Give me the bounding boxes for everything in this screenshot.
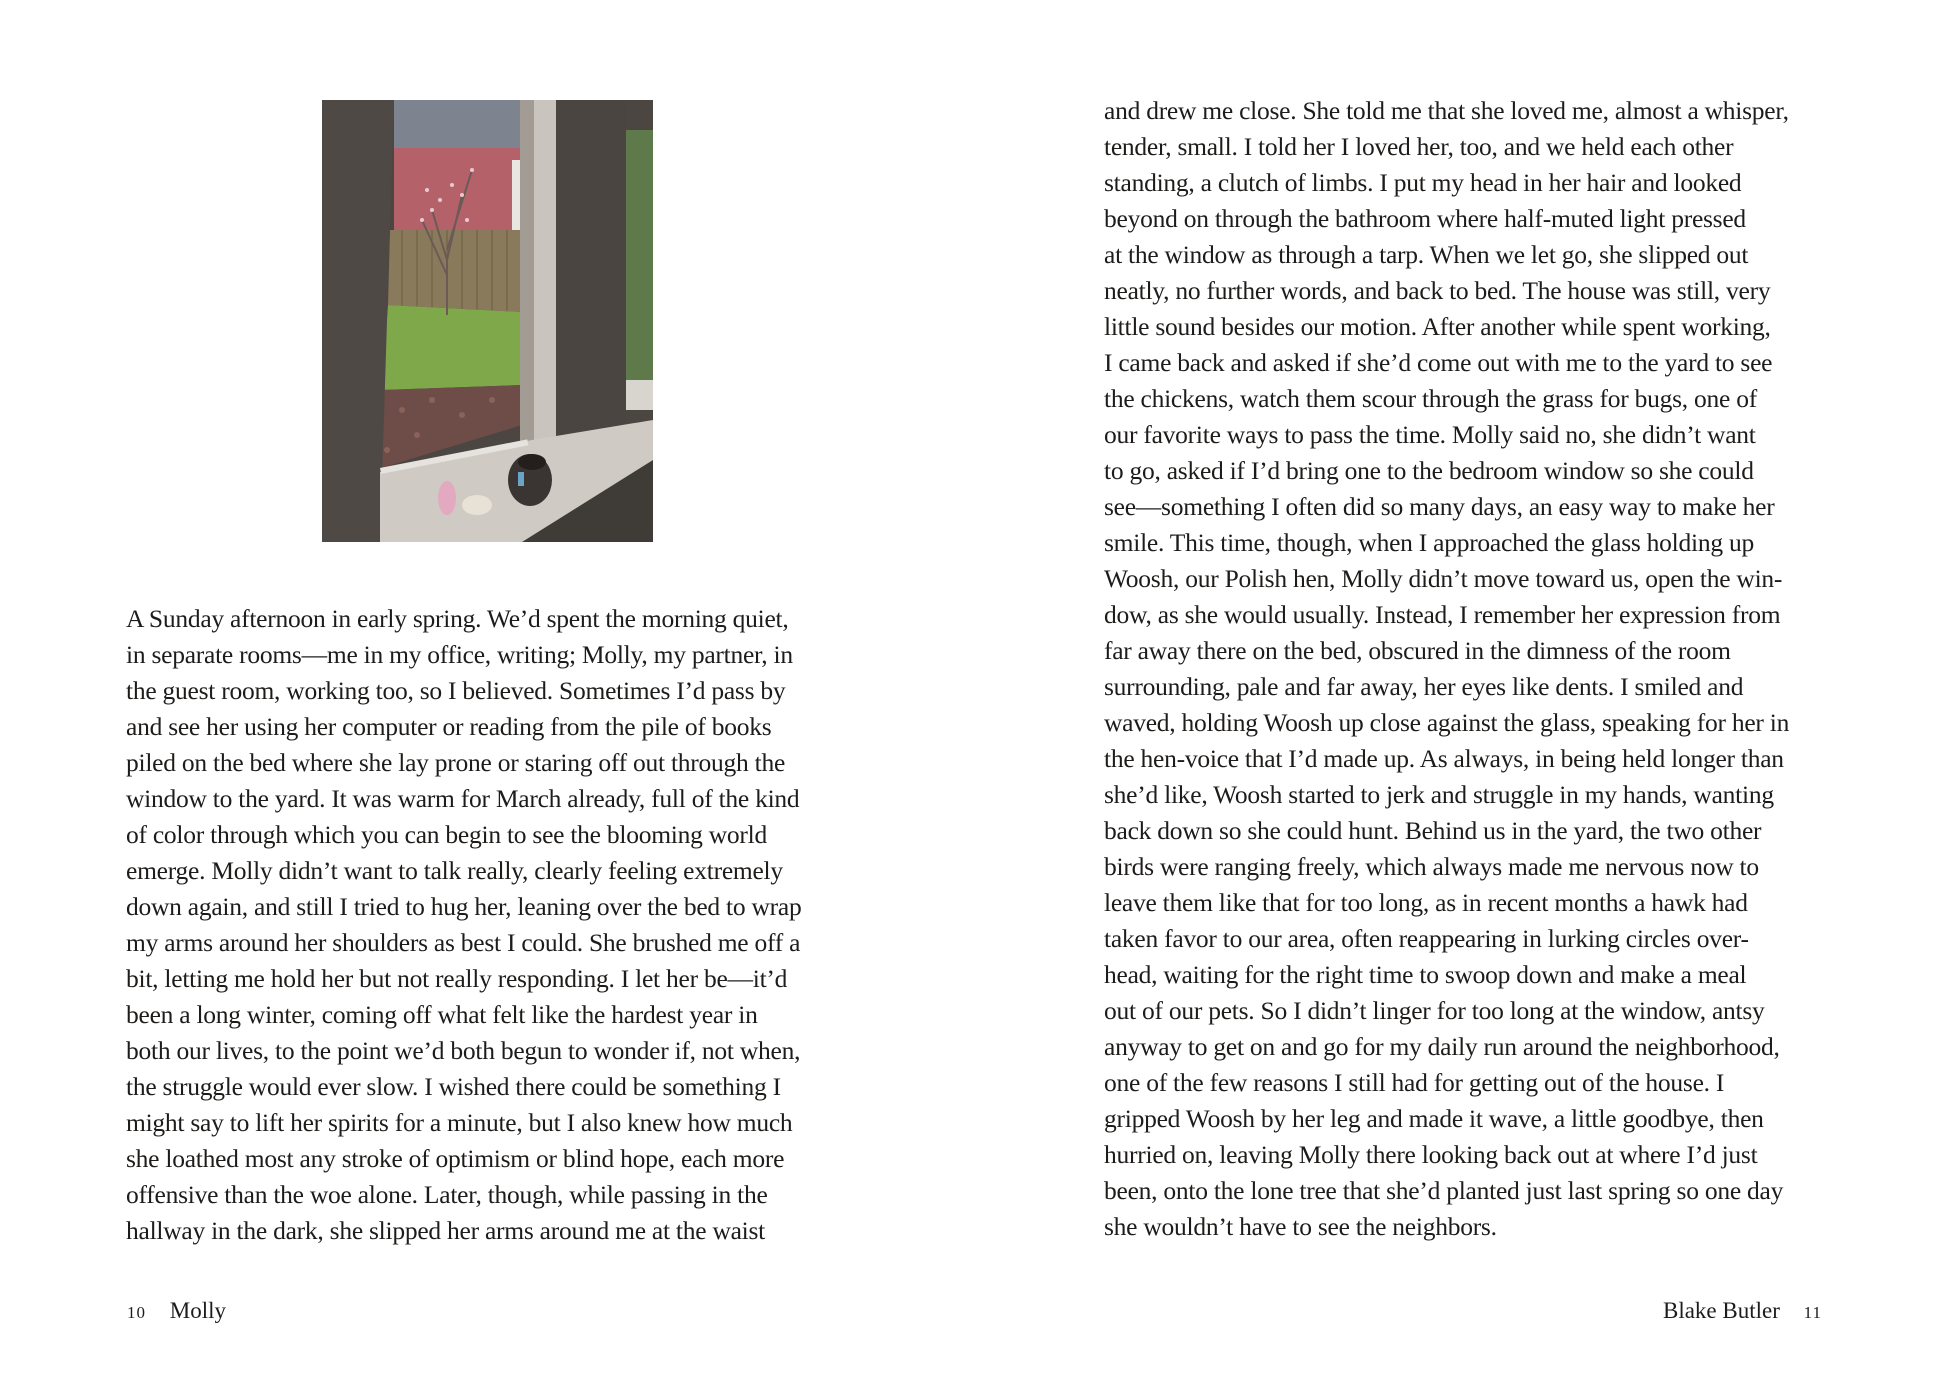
text-line: surrounding, pale and far away, her eyes like dents. I smiled and bbox=[1104, 672, 1744, 701]
text-line: the guest room, working too, so I believed. Sometimes I’d pass by bbox=[126, 676, 786, 705]
text-line: little sound besides our motion. After another while spent working, bbox=[1104, 312, 1771, 341]
text-line: hallway in the dark, she slipped her arms around me at the waist bbox=[126, 1216, 766, 1245]
text-line: the struggle would ever slow. I wished there could be something I bbox=[126, 1072, 781, 1101]
right-page-footer bbox=[1663, 1297, 1822, 1325]
text-line: standing, a clutch of limbs. I put my head in her hair and looked bbox=[1104, 168, 1742, 197]
text-line: offensive than the woe alone. Later, though, while passing in the bbox=[126, 1180, 768, 1209]
text-line: waved, holding Woosh up close against the glass, speaking for her in bbox=[1104, 708, 1790, 737]
running-head-author: Blake Butler bbox=[1662, 1298, 1780, 1323]
left-page-body-text bbox=[126, 601, 866, 1249]
text-line: and drew me close. She told me that she loved me, almost a whisper, bbox=[1104, 96, 1789, 125]
text-line: of color through which you can begin to see the blooming world bbox=[126, 820, 767, 849]
text-line: I came back and asked if she’d come out with me to the yard to see bbox=[1104, 348, 1773, 377]
text-line: both our lives, to the point we’d both begun to wonder if, not when, bbox=[126, 1036, 801, 1065]
left-page-footer bbox=[127, 1297, 226, 1325]
text-line: she wouldn’t have to see the neighbors. bbox=[1104, 1212, 1497, 1241]
text-line: one of the few reasons I still had for getting out of the house. I bbox=[1104, 1068, 1725, 1097]
text-line: the hen-voice that I’d made up. As always, in being held longer than bbox=[1104, 744, 1784, 773]
text-line: been, onto the lone tree that she’d planted just last spring so one day bbox=[1104, 1176, 1784, 1205]
text-line: piled on the bed where she lay prone or staring off out through the bbox=[126, 748, 786, 777]
text-line: she’d like, Woosh started to jerk and struggle in my hands, wanting bbox=[1104, 780, 1774, 809]
text-line: head, waiting for the right time to swoop down and make a meal bbox=[1104, 960, 1747, 989]
text-line: leave them like that for too long, as in recent months a hawk had bbox=[1104, 888, 1748, 917]
text-line: in separate rooms—me in my office, writing; Molly, my partner, in bbox=[126, 640, 793, 669]
text-line: Woosh, our Polish hen, Molly didn’t move toward us, open the win- bbox=[1104, 564, 1783, 593]
text-line: neatly, no further words, and back to bed. The house was still, very bbox=[1104, 276, 1771, 305]
text-line: been a long winter, coming off what felt like the hardest year in bbox=[126, 1000, 758, 1029]
text-line: tender, small. I told her I loved her, too, and we held each other bbox=[1104, 132, 1734, 161]
text-line: smile. This time, though, when I approached the glass holding up bbox=[1104, 528, 1754, 557]
text-line: gripped Woosh by her leg and made it wave, a little goodbye, then bbox=[1104, 1104, 1764, 1133]
page-number: 10 bbox=[127, 1303, 146, 1322]
text-line: anyway to get on and go for my daily run around the neighborhood, bbox=[1104, 1032, 1780, 1061]
text-line: the chickens, watch them scour through the grass for bugs, one of bbox=[1104, 384, 1757, 413]
text-line: beyond on through the bathroom where half-muted light pressed bbox=[1104, 204, 1746, 233]
right-page-body-text bbox=[1104, 93, 1834, 1245]
text-line: at the window as through a tarp. When we let go, she slipped out bbox=[1104, 240, 1749, 269]
text-line: bit, letting me hold her but not really responding. I let her be—it’d bbox=[126, 964, 788, 993]
window-sill-photo-illustration bbox=[322, 100, 653, 542]
text-line: she loathed most any stroke of optimism or blind hope, each more bbox=[126, 1144, 785, 1173]
text-line: taken favor to our area, often reappearing in lurking circles over- bbox=[1104, 924, 1749, 953]
window-photo bbox=[322, 100, 653, 542]
text-line: my arms around her shoulders as best I could. She brushed me off a bbox=[126, 928, 801, 957]
text-line: A Sunday afternoon in early spring. We’d spent the morning quiet, bbox=[126, 604, 789, 633]
text-line: to go, asked if I’d bring one to the bedroom window so she could bbox=[1104, 456, 1754, 485]
text-line: far away there on the bed, obscured in the dimness of the room bbox=[1104, 636, 1731, 665]
text-line: emerge. Molly didn’t want to talk really, clearly feeling extremely bbox=[126, 856, 783, 885]
text-line: window to the yard. It was warm for March already, full of the kind bbox=[126, 784, 800, 813]
text-line: out of our pets. So I didn’t linger for too long at the window, antsy bbox=[1104, 996, 1765, 1025]
text-line: dow, as she would usually. Instead, I remember her expression from bbox=[1104, 600, 1781, 629]
page-number: 11 bbox=[1803, 1303, 1822, 1322]
text-line: might say to lift her spirits for a minute, but I also knew how much bbox=[126, 1108, 793, 1137]
text-line: birds were ranging freely, which always made me nervous now to bbox=[1104, 852, 1759, 881]
text-line: down again, and still I tried to hug her, leaning over the bed to wrap bbox=[126, 892, 802, 921]
text-line: back down so she could hunt. Behind us in the yard, the two other bbox=[1104, 816, 1762, 845]
text-line: hurried on, leaving Molly there looking back out at where I’d just bbox=[1104, 1140, 1758, 1169]
text-line: see—something I often did so many days, an easy way to make her bbox=[1104, 492, 1775, 521]
text-line: and see her using her computer or reading from the pile of books bbox=[126, 712, 772, 741]
text-line: our favorite ways to pass the time. Molly said no, she didn’t want bbox=[1104, 420, 1756, 449]
running-head-title: Molly bbox=[169, 1298, 226, 1323]
